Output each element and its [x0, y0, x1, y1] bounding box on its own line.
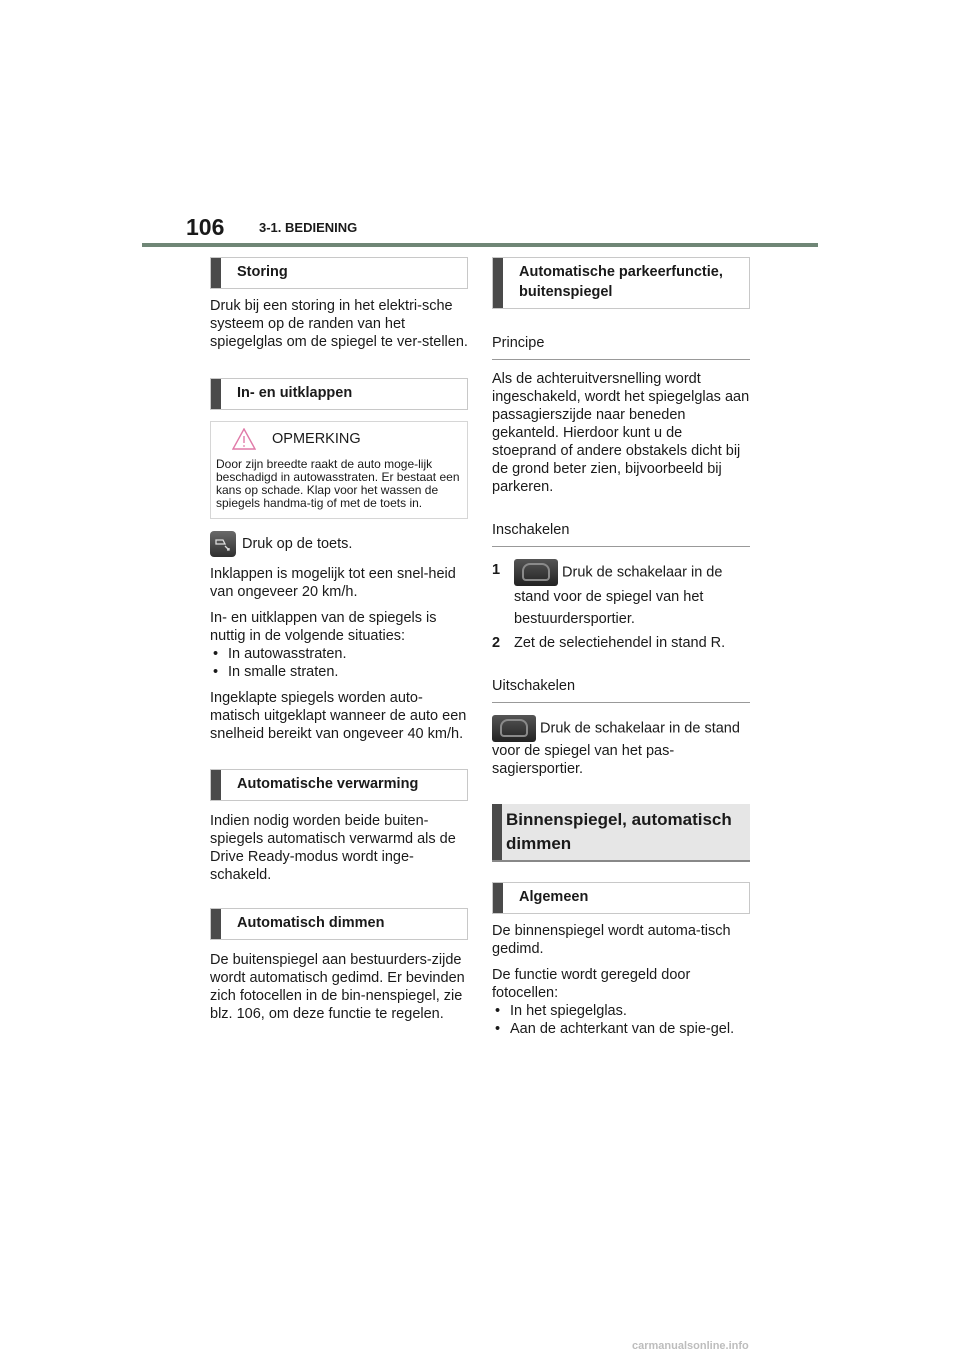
heating-text: Indien nodig worden beide buiten-spiegels automatisch verwarmd als de Drive Ready-modus wordt inge-schakeld.: [210, 813, 456, 883]
photocell-list: [492, 1002, 750, 1038]
page-number: 106: [186, 214, 225, 240]
press-row: [210, 531, 468, 557]
principe-text: Als de achteruitversnelling wordt ingeschakeld, wordt het spiegelglas aan passagierszijde naar beneden gekanteld. Hierdoor kunt u de stoeprand of andere obstakels dicht bij de grond beter zien, bijvoorbeeld bij parkeren.: [492, 371, 750, 495]
heading-dimming: Automatisch dimmen: [210, 908, 468, 940]
mirror-switch-icon: [492, 715, 536, 742]
step-1: 1 Druk de schakelaar in de stand voor de spiegel van het bestuurdersportier.: [492, 559, 750, 630]
subheading-uitschakelen: Uitschakelen: [492, 672, 750, 703]
auto-unfold-text: Ingeklapte spiegels worden auto-matisch uitgeklapt wanneer de auto een snelheid bereikt van ongeveer 40 km/h.: [210, 690, 467, 742]
list-item: • In autowasstraten.: [210, 645, 468, 663]
list-item: • In het spiegelglas.: [492, 1002, 750, 1020]
step-2: 2 Zet de selectiehendel in stand R.: [492, 635, 726, 651]
press-text: Druk op de toets.: [242, 536, 353, 552]
right-column: [492, 257, 750, 1038]
note-title: OPMERKING: [272, 431, 361, 447]
fold-situations-list: [210, 645, 468, 681]
list-item: • In smalle straten.: [210, 663, 468, 681]
inner-dimming-text: De binnenspiegel wordt automa-tisch gedimd.: [492, 923, 731, 957]
list-item: • Aan de achterkant van de spie-gel.: [492, 1020, 750, 1038]
heading-heating: Automatische verwarming: [210, 769, 468, 801]
heading-algemeen: Algemeen: [492, 882, 750, 914]
left-column: [210, 257, 468, 1023]
photocell-text: De functie wordt geregeld door fotocellen:: [492, 967, 691, 1001]
section-label: 3-1. BEDIENING: [259, 220, 358, 235]
uitschakelen-text: Druk de schakelaar in de stand voor de spiegel van het pas-sagiersportier.: [492, 715, 750, 778]
header-rule: [142, 243, 818, 247]
warning-note: [210, 421, 468, 519]
subheading-inschakelen: Inschakelen: [492, 516, 750, 547]
watermark: carmanualsonline.info: [632, 1340, 749, 1352]
dimming-text: De buitenspiegel aan bestuurders-zijde wordt automatisch gedimd. Er bevinden zich fotocellen in de bin-nenspiegel, zie blz. 106, om deze functie te regelen.: [210, 952, 465, 1022]
warning-triangle-icon: [232, 428, 256, 450]
fold-speed-text: Inklappen is mogelijk tot een snel-heid van ongeveer 20 km/h.: [210, 566, 456, 600]
mirror-fold-button-icon: [210, 531, 236, 557]
fold-situations-text: In- en uitklappen van de spiegels is nuttig in de volgende situaties:: [210, 610, 437, 644]
note-text: Door zijn breedte raakt de auto moge-lijk beschadigd in autowasstraten. Er bestaat een kans op schade. Klap voor het wassen de spiegels handma-tig of met de toets in.: [216, 457, 460, 510]
heading-fold: In- en uitklappen: [210, 378, 468, 410]
heading-storing: Storing: [210, 257, 468, 289]
heading-parking: Automatische parkeerfunctie, buitenspiegel: [492, 257, 750, 309]
subheading-principe: Principe: [492, 329, 750, 360]
storing-text: Druk bij een storing in het elektri-sche systeem op de randen van het spiegelglas om de spiegel te ver-stellen.: [210, 298, 468, 350]
mirror-switch-icon: [514, 559, 558, 586]
heading-inner-mirror: Binnenspiegel, automatisch dimmen: [492, 804, 750, 862]
